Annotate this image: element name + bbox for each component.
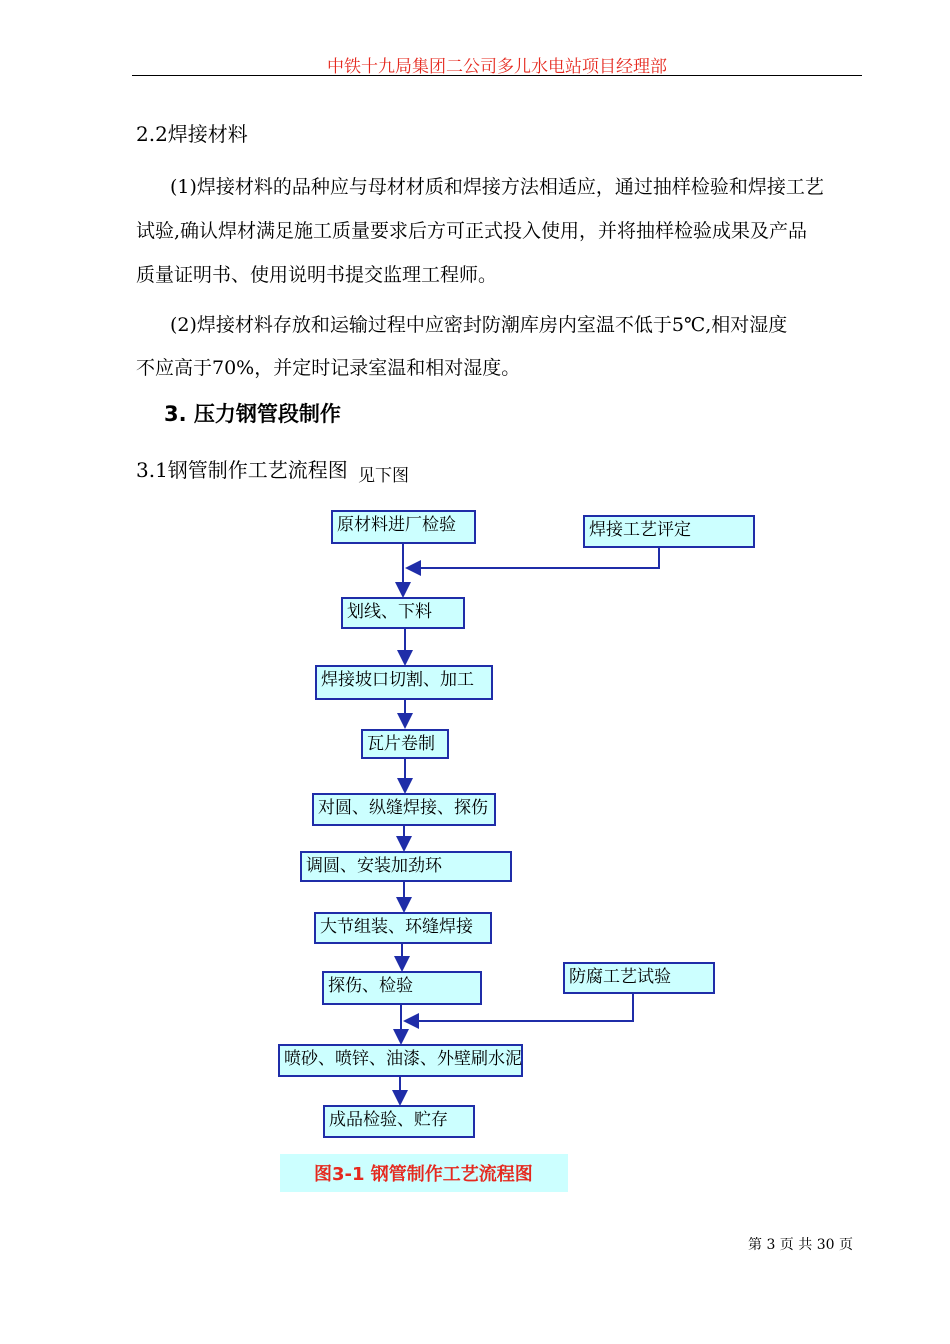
- para-1-line-1: (1)焊接材料的品种应与母材材质和焊接方法相适应，通过抽样检验和焊接工艺: [170, 176, 824, 198]
- section-3-heading: 3. 压力钢管段制作: [164, 402, 341, 426]
- section-3-1-heading: 3.1钢管制作工艺流程图: [136, 458, 348, 482]
- flow-step-final-inspection-storage: 成品检验、贮存: [323, 1105, 475, 1138]
- flow-step-plate-rolling: 瓦片卷制: [361, 729, 449, 759]
- flow-step-stiffener-installation: 调圆、安装加劲环: [300, 851, 512, 882]
- section-2-2-heading: 2.2焊接材料: [136, 122, 248, 146]
- para-1-line-3: 质量证明书、使用说明书提交监理工程师。: [136, 264, 498, 286]
- flow-step-longitudinal-welding: 对圆、纵缝焊接、探伤: [312, 793, 496, 826]
- para-2-line-2: 不应高于70%，并定时记录室温和相对湿度。: [136, 357, 521, 379]
- flow-step-raw-material-inspection: 原材料进厂检验: [331, 510, 476, 544]
- section-3-1-note: 见下图: [358, 466, 409, 486]
- flow-side-welding-procedure-qualification: 焊接工艺评定: [583, 515, 755, 548]
- flow-step-bevel-cutting: 焊接坡口切割、加工: [315, 665, 493, 700]
- flow-step-sandblasting-coating: 喷砂、喷锌、油漆、外壁刷水泥: [278, 1044, 523, 1077]
- flow-step-flaw-detection: 探伤、检验: [322, 971, 482, 1005]
- flow-step-girth-welding: 大节组装、环缝焊接: [314, 912, 492, 944]
- flow-side-anticorrosion-test: 防腐工艺试验: [563, 962, 715, 994]
- para-2-line-1: (2)焊接材料存放和运输过程中应密封防潮库房内室温不低于5℃,相对湿度: [170, 314, 788, 336]
- flow-step-marking-cutting: 划线、下料: [341, 597, 465, 629]
- header-title: 中铁十九局集团二公司多儿水电站项目经理部: [327, 57, 667, 77]
- para-1-line-2: 试验,确认焊材满足施工质量要求后方可正式投入使用，并将抽样检验成果及产品: [136, 220, 808, 242]
- page-number: 第 3 页 共 30 页: [748, 1237, 853, 1253]
- figure-caption: 图3-1 钢管制作工艺流程图: [314, 1164, 533, 1185]
